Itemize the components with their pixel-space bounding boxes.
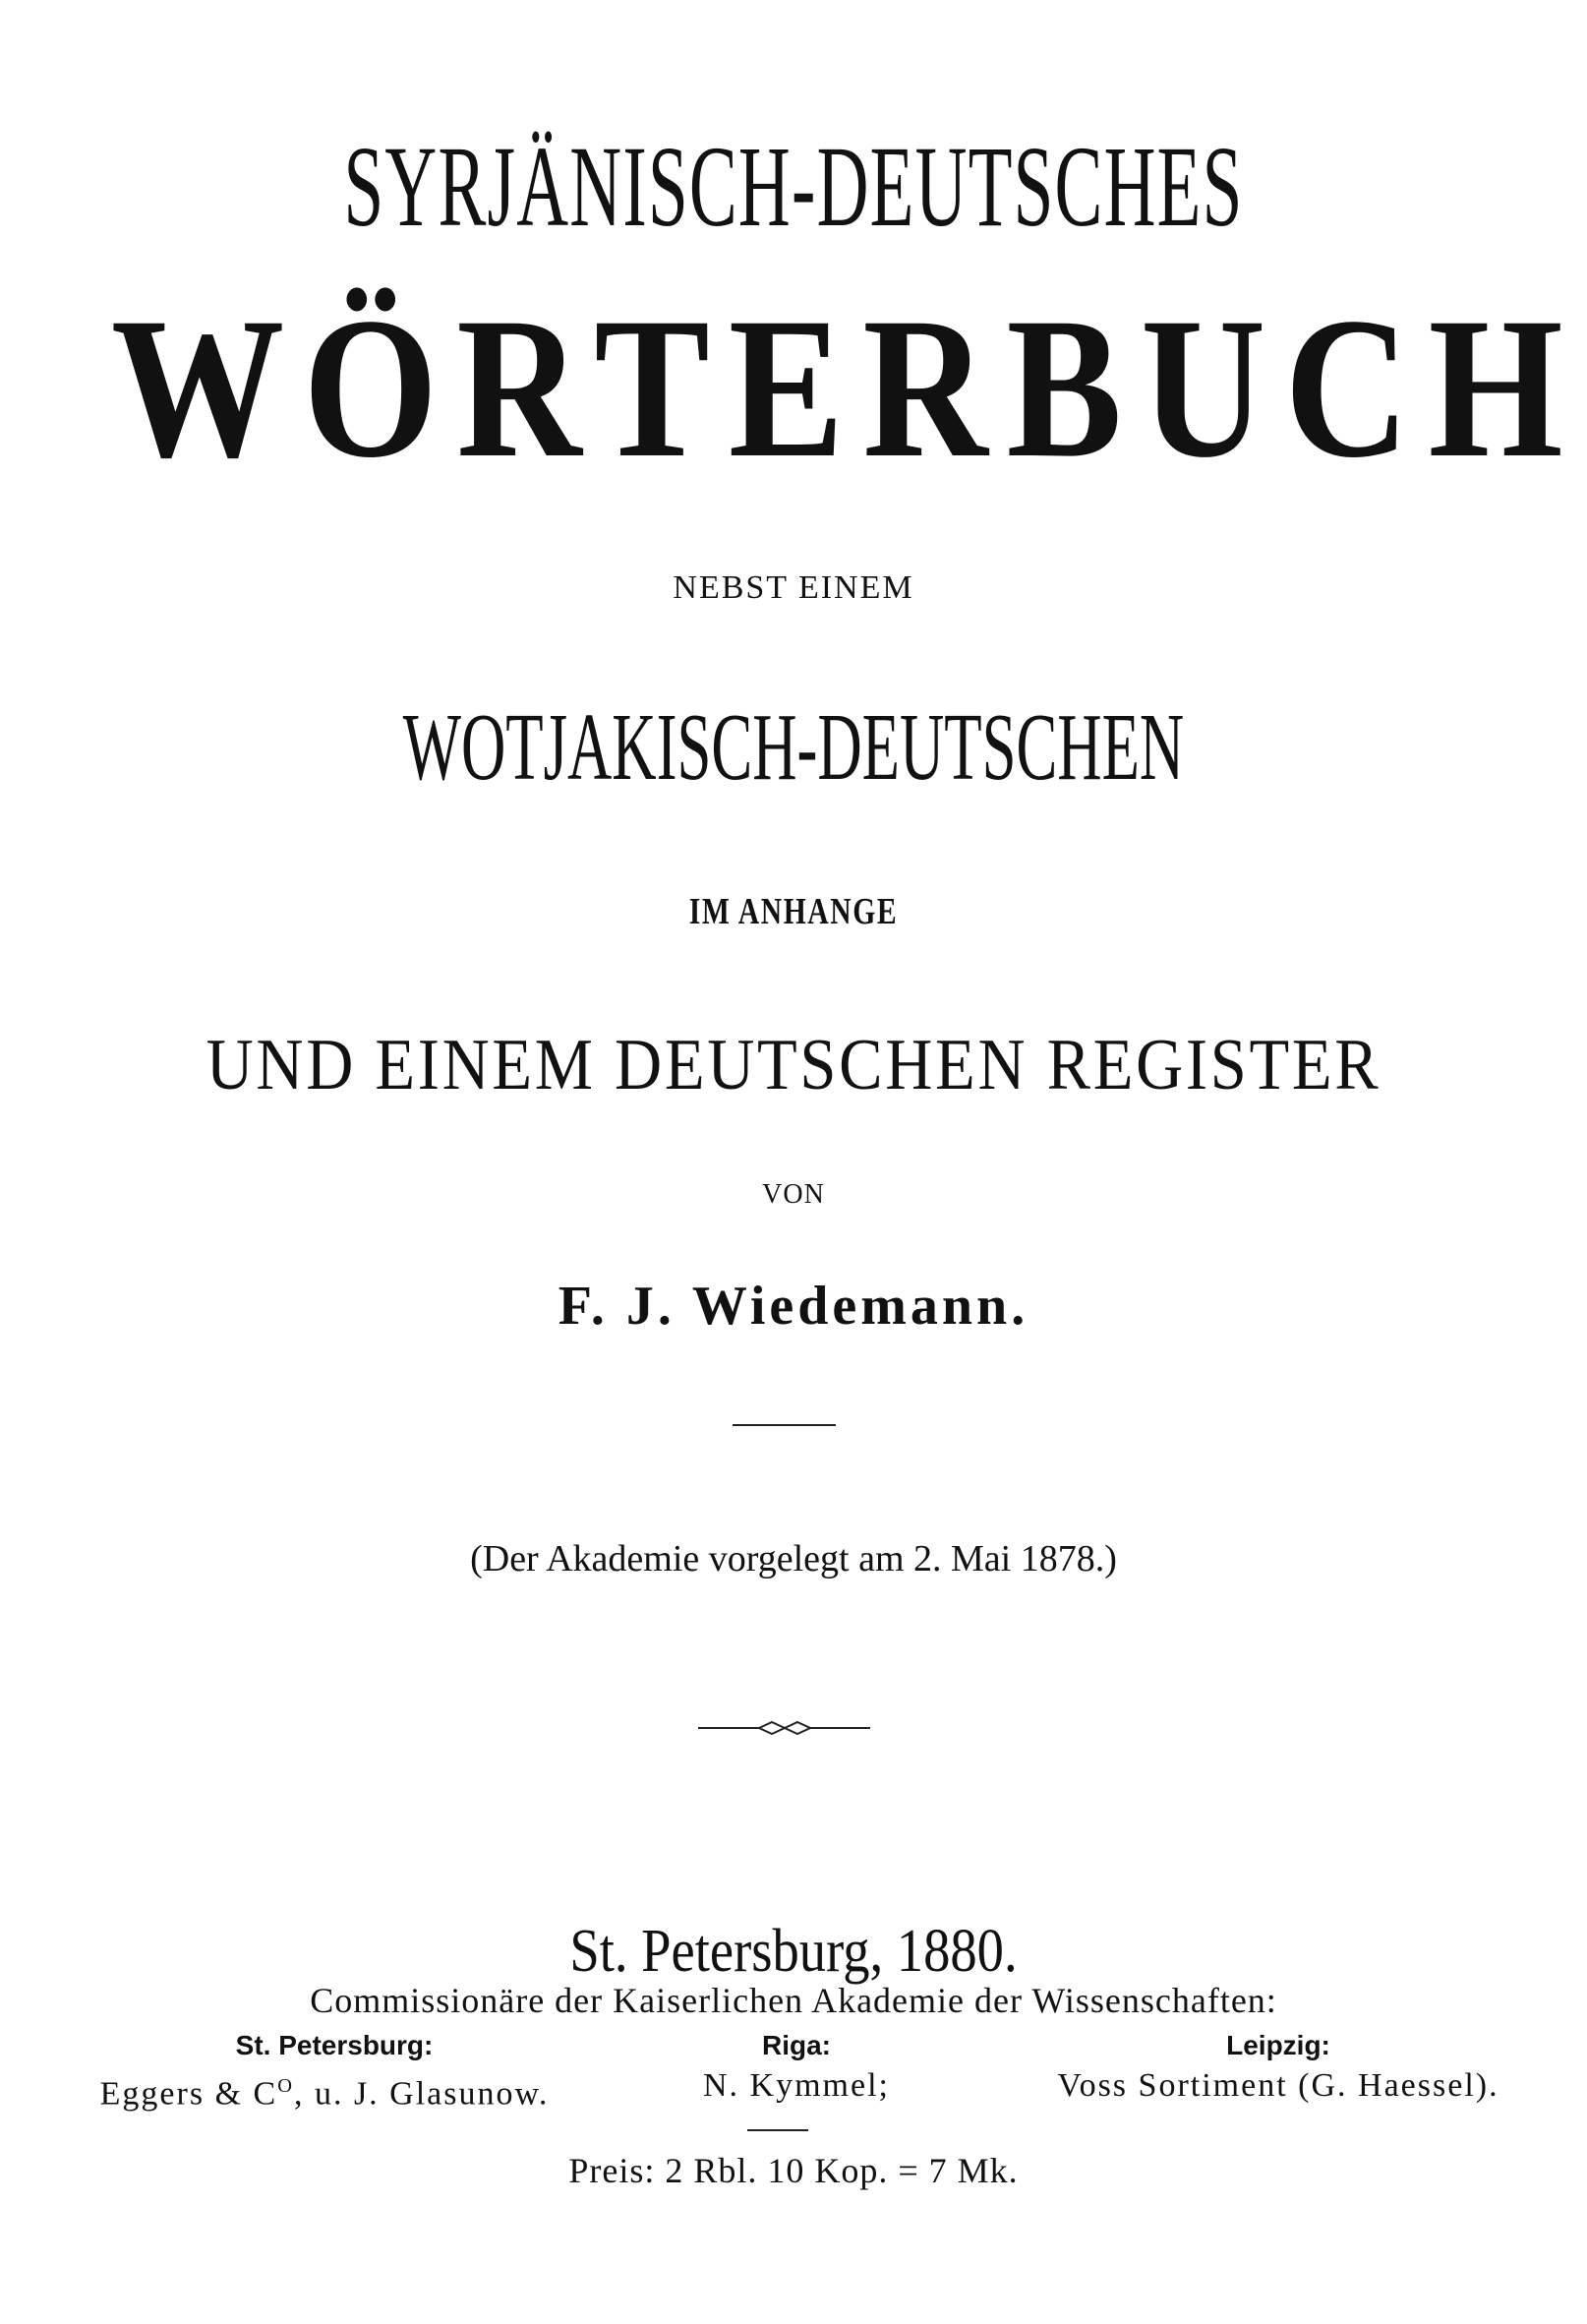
divider-rule — [733, 1424, 836, 1426]
publisher-st-petersburg: Eggers & $C^O$, u. J. Glasunow. — [99, 2075, 550, 2113]
ornament-divider — [698, 1716, 870, 1740]
byline-von: VON — [762, 1179, 825, 1210]
author-name: F. J. Wiedemann. — [558, 1276, 1029, 1337]
imprint-commissioners: Commissionäre der Kaiserlichen Akademie der Wissenschaften: — [310, 1981, 1277, 2020]
place-leipzig: Leipzig: — [1226, 2030, 1330, 2060]
publisher-riga: N. Kymmel; — [703, 2067, 890, 2104]
subtitle-anhange: IM ANHANGE — [688, 891, 899, 932]
title-line-wotjakisch: WOTJAKISCH-DEUTSCHEN — [402, 694, 1185, 801]
place-st-petersburg: St. Petersburg: — [235, 2030, 434, 2060]
divider-rule-small — [747, 2129, 808, 2131]
subtitle-nebst: NEBST EINEM — [673, 569, 914, 606]
title-line-register: UND EINEM DEUTSCHEN REGISTER — [206, 1025, 1381, 1105]
title-line-worterbuch: WÖRTERBUCH — [110, 276, 1582, 500]
title-line-syrjanisch: SYRJÄNISCH-DEUTSCHES — [343, 122, 1244, 251]
publisher-leipzig: Voss Sortiment (G. Haessel). — [1057, 2067, 1499, 2104]
place-riga: Riga: — [762, 2030, 831, 2060]
imprint-city-year: St. Petersburg, 1880. — [569, 1918, 1018, 1985]
academy-note: (Der Akademie vorgelegt am 2. Mai 1878.) — [470, 1538, 1117, 1579]
price-line: Preis: 2 Rbl. 10 Kop. = 7 Mk. — [568, 2151, 1019, 2190]
